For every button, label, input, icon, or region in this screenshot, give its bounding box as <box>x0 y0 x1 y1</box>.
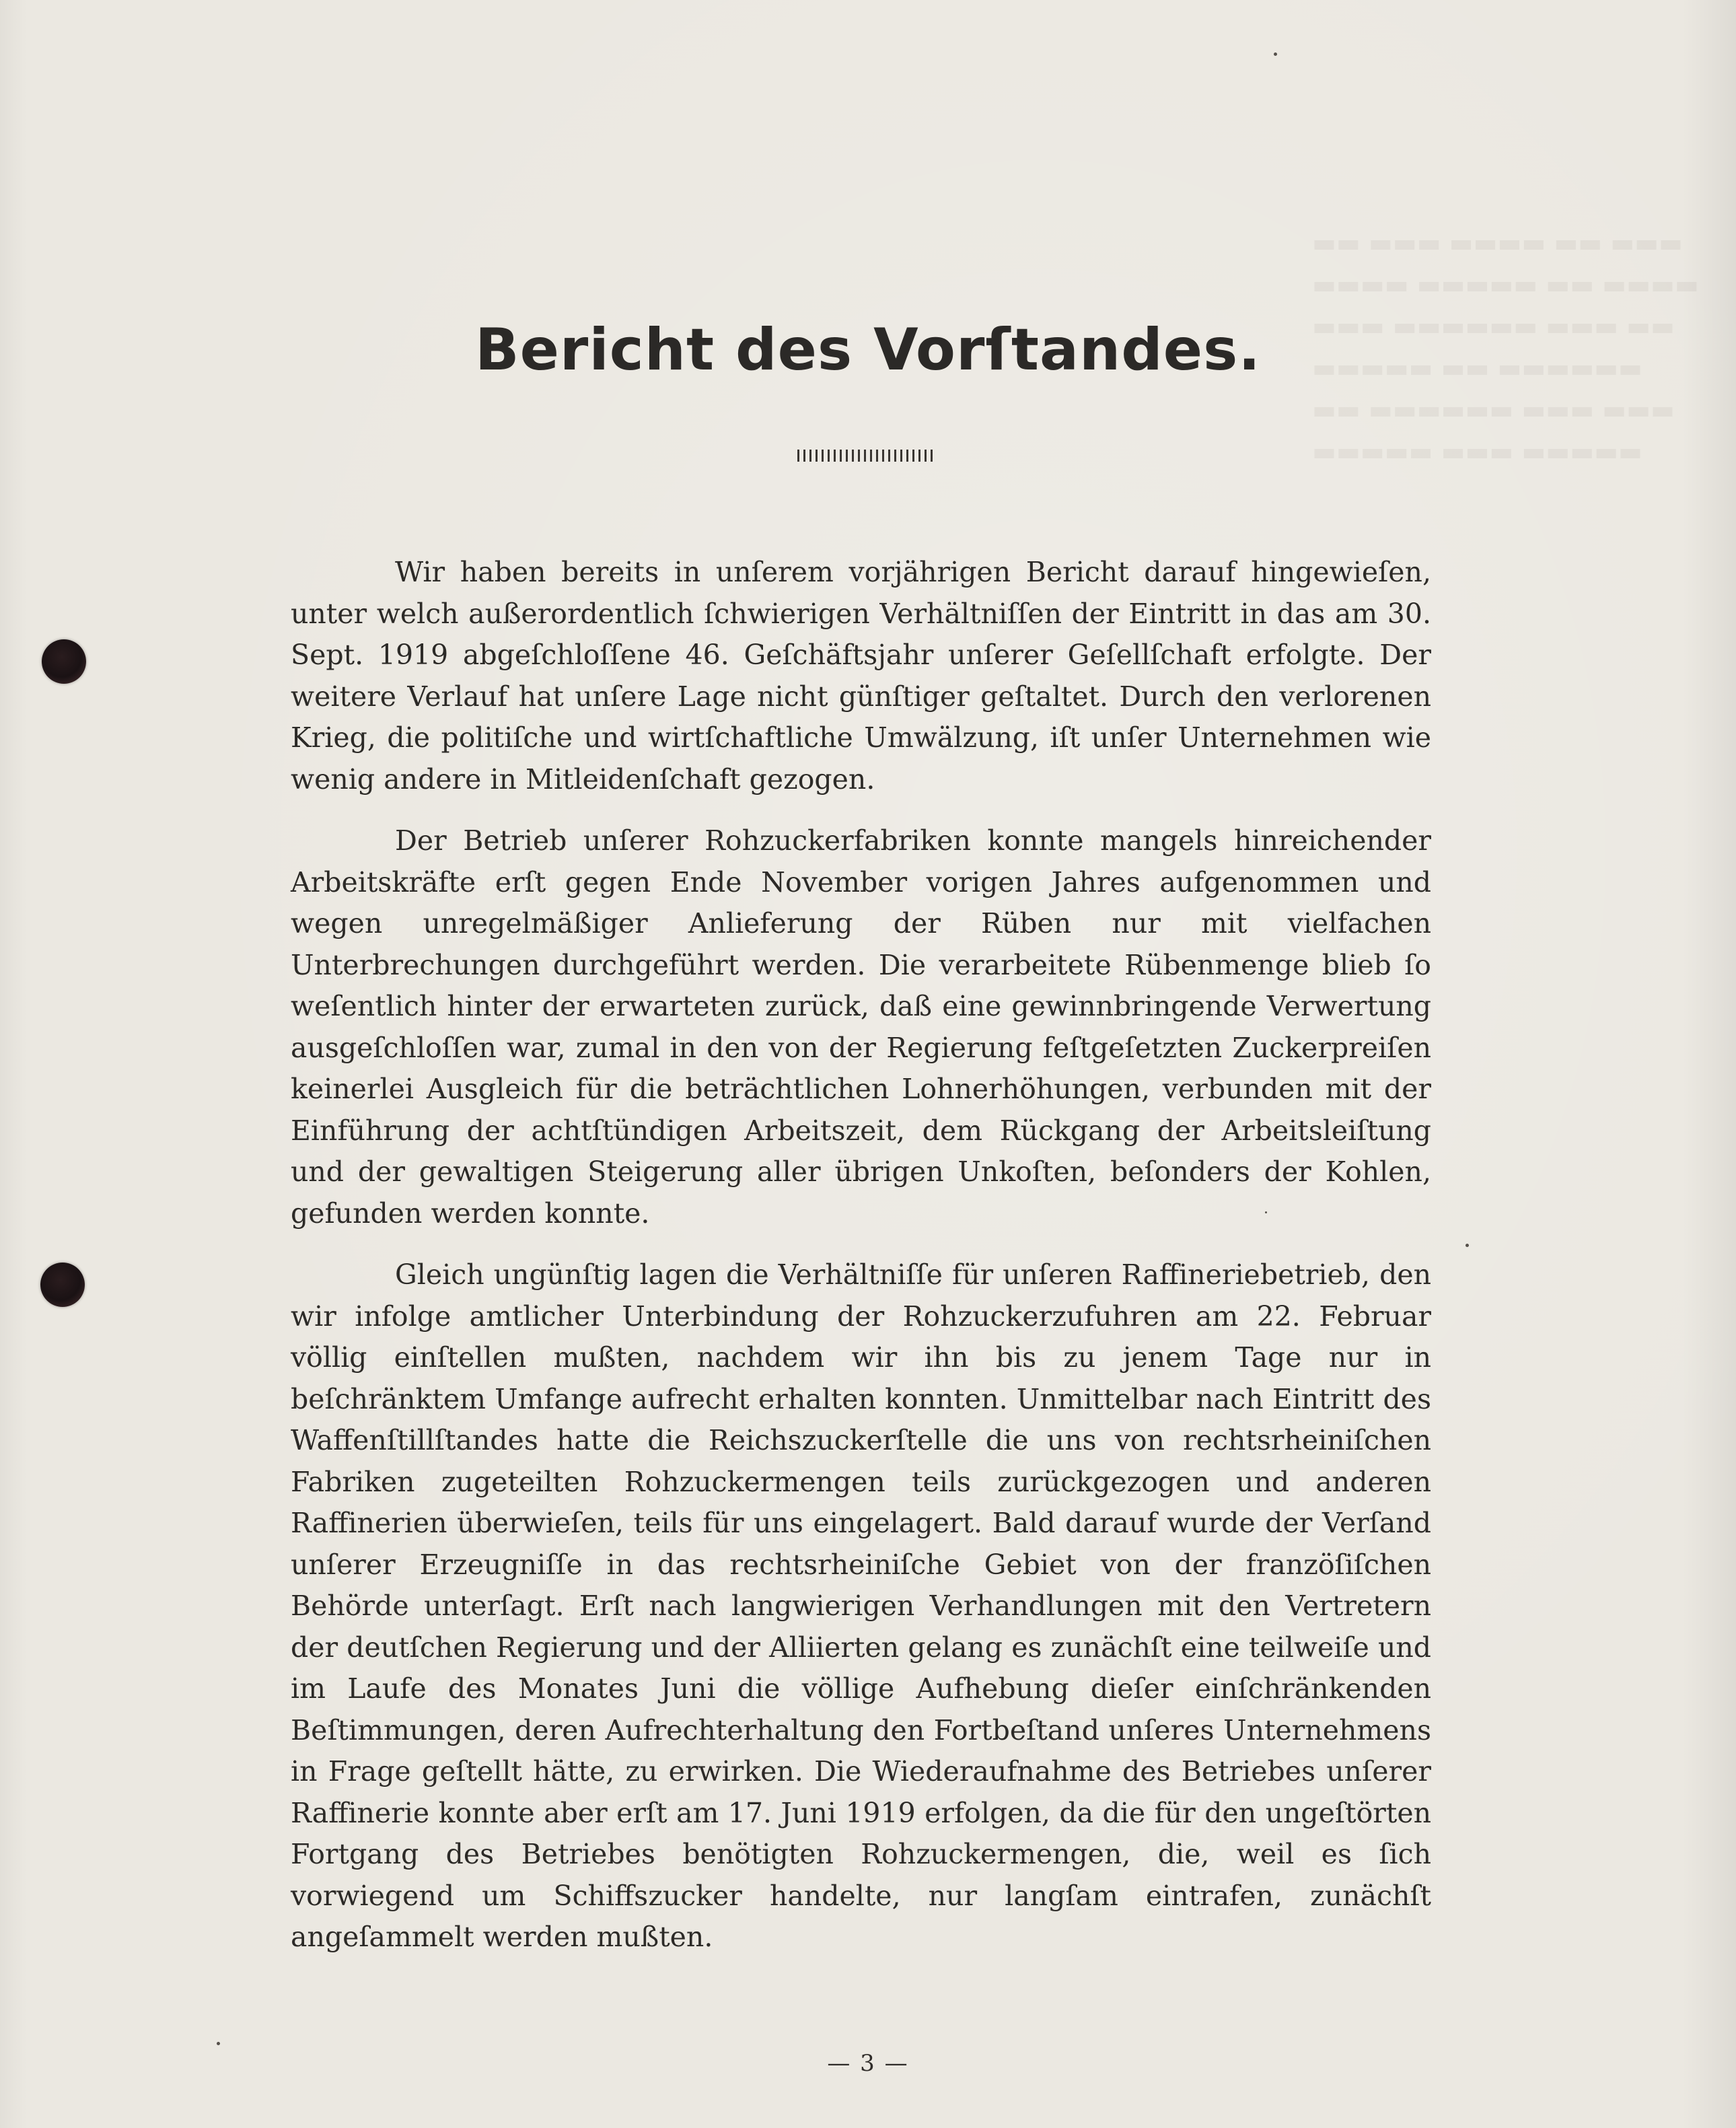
report-body <box>291 552 1431 1979</box>
bleed-through-text: ▬▬ ▬▬▬ ▬▬▬▬ ▬▬ ▬▬▬ ▬▬▬▬ ▬▬▬▬▬ ▬▬ ▬▬▬▬ ▬▬▬ ▬▬▬▬▬▬ ▬▬▬ ▬▬ ▬▬▬▬▬ ▬▬ ▬▬▬▬▬▬ ▬▬ ▬▬▬▬▬▬ ▬▬▬ ▬▬▬ ▬▬▬▬▬ ▬▬▬ ▬▬▬▬▬ <box>1312 228 1699 466</box>
punch-hole-upper <box>42 639 86 684</box>
paper-speck <box>217 2042 220 2045</box>
document-title: Bericht des Vorſtandes. <box>475 316 1261 384</box>
paragraph-2: Der Betrieb unſerer Rohzuckerfabriken konnte mangels hinreichender Arbeitskräfte erſt gegen Ende November vorigen Jahres aufgenommen und wegen unregelmäßiger Anlieferung der Rüben nur mit vielfachen Unterbrechungen durchgeführt werden. Die verarbeitete Rübenmenge blieb ſo weſentlich hinter der erwarteten zurück, daß eine gewinnbringende Verwertung ausgeſchloſſen war, zumal in den von der Regierung feſtgeſetzten Zuckerpreiſen keinerlei Ausgleich für die beträchtlichen Lohnerhöhungen, verbunden mit der Einführung der achtſtündigen Arbeitszeit, dem Rückgang der Arbeitsleiſtung und der gewaltigen Steigerung aller übrigen Unkoſten, beſonders der Kohlen, gefunden werden konnte. <box>291 824 1431 1230</box>
paper-speck <box>1265 1211 1267 1213</box>
paper-speck <box>1274 52 1277 56</box>
paper-speck <box>1466 1244 1469 1247</box>
page-number: — 3 — <box>827 2050 909 2077</box>
punch-hole-lower <box>40 1263 85 1307</box>
paragraph-3: Gleich ungünſtig lagen die Verhältniſſe für unſeren Raffineriebetrieb, den wir infolge amtlicher Unterbindung der Rohzuckerzufuhren am 22. Februar völlig einſtellen mußten, nachdem wir ihn bis zu jenem Tage nur in beſchränktem Umfange aufrecht erhalten konnten. Unmittelbar nach Eintritt des Waffenſtillſtandes hatte die Reichszuckerſtelle die uns von rechtsrheiniſchen Fabriken zugeteilten Rohzuckermengen teils zurückgezogen und anderen Raffinerien überwieſen, teils für uns eingelagert. Bald darauf wurde der Verſand unſerer Erzeugniſſe in das rechtsrheiniſche Gebiet von der franzöſiſchen Behörde unterſagt. Erſt nach langwierigen Verhandlungen mit den Vertretern der deutſchen Regierung und der Alliierten gelang es zunächſt eine teilweiſe und im Laufe des Monates Juni die völlige Aufhebung dieſer einſchränkenden Beſtimmungen, deren Aufrechterhaltung den Fortbeſtand unſeres Unternehmens in Frage geſtellt hätte, zu erwirken. Die Wiederaufnahme des Betriebes unſerer Raffinerie konnte aber erſt am 17. Juni 1919 erfolgen, da die für den ungeſtörten Fortgang des Betriebes benötigten Rohzuckermengen, die, weil es ſich vorwiegend um Schiffszucker handelte, nur langſam eintrafen, zunächſt angeſammelt werden mußten. <box>291 1258 1431 1953</box>
paragraph-1: Wir haben bereits in unſerem vorjährigen Bericht darauf hingewieſen, unter welch außerordentlich ſchwierigen Verhältniſſen der Eintritt in das am 30. Sept. 1919 abgeſchloſſene 46. Geſchäftsjahr unſerer Geſellſchaft erfolgte. Der weitere Verlauf hat unſere Lage nicht günſtiger geſtaltet. Durch den verlorenen Krieg, die politiſche und wirtſchaftliche Umwälzung, iſt unſer Unternehmen wie wenig andere in Mitleidenſchaft gezogen. <box>291 556 1431 795</box>
title-ornament-rule <box>797 450 935 462</box>
